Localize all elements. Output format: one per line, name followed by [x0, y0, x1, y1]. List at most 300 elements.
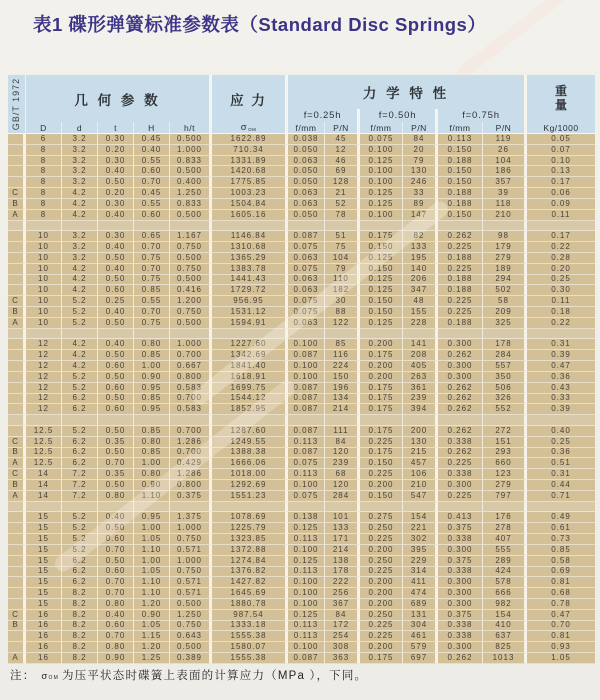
value-cell: 7.2 [62, 491, 98, 502]
value-cell: 294 [483, 275, 527, 286]
value-cell: 0.17 [527, 177, 595, 188]
value-cell: 289 [483, 556, 527, 567]
value-cell: 30 [325, 296, 360, 307]
table-row [8, 523, 595, 534]
value-cell: 0.80 [98, 599, 134, 610]
value-cell: 0.50 [98, 556, 134, 567]
value-cell: 84 [403, 134, 438, 145]
series-label-cell: C [8, 188, 26, 199]
value-cell: 0.95 [134, 383, 170, 394]
value-cell: 0.70 [134, 307, 170, 318]
value-cell [325, 221, 360, 232]
value-cell: 254 [325, 631, 360, 642]
value-cell: 85 [325, 339, 360, 350]
value-cell: 1.10 [134, 545, 170, 556]
col-header-t: t [98, 122, 134, 133]
value-cell: 0.50 [98, 523, 134, 534]
value-cell: 1.20 [134, 599, 170, 610]
value-cell: 0.175 [360, 231, 403, 242]
footnote-sigma-subscript: OM [48, 675, 59, 681]
value-cell: 10 [26, 264, 62, 275]
value-cell: 12 [26, 404, 62, 415]
value-cell: 0.200 [360, 339, 403, 350]
value-cell: 367 [325, 599, 360, 610]
value-cell: 0.125 [360, 156, 403, 167]
value-cell: 6.2 [62, 404, 98, 415]
value-cell: 0.81 [527, 631, 595, 642]
table-row [8, 588, 595, 599]
table-row [8, 199, 595, 210]
value-cell: 0.113 [288, 469, 325, 480]
value-cell: 78 [325, 210, 360, 221]
value-cell: 0.500 [170, 599, 212, 610]
value-cell: 0.063 [288, 285, 325, 296]
value-cell: 0.50 [98, 350, 134, 361]
value-cell: 1605.16 [212, 210, 288, 221]
value-cell: 0.300 [438, 599, 483, 610]
value-cell: 0.375 [438, 610, 483, 621]
value-cell: 0.40 [98, 264, 134, 275]
value-cell: 0.40 [98, 512, 134, 523]
value-cell: 0.087 [288, 394, 325, 405]
value-cell [134, 329, 170, 340]
table-row [8, 177, 595, 188]
value-cell: 1310.68 [212, 242, 288, 253]
value-cell: 272 [483, 426, 527, 437]
value-cell: 0.050 [288, 166, 325, 177]
value-cell: 0.150 [360, 296, 403, 307]
value-cell: 0.225 [360, 567, 403, 578]
value-cell: 0.150 [438, 145, 483, 156]
table-row [8, 653, 595, 664]
value-cell: 0.70 [134, 242, 170, 253]
standard-label [8, 75, 26, 133]
value-cell [403, 415, 438, 426]
series-label-cell [8, 221, 26, 232]
series-label-cell [8, 383, 26, 394]
value-cell: 14 [26, 480, 62, 491]
value-cell: 16 [26, 621, 62, 632]
value-cell: 0.643 [170, 631, 212, 642]
value-cell: 0.338 [438, 567, 483, 578]
weight-group-header [527, 75, 595, 122]
series-label-cell [8, 631, 26, 642]
value-cell: 0.51 [527, 458, 595, 469]
value-cell: 0.175 [360, 404, 403, 415]
value-cell: 6.2 [62, 448, 98, 459]
value-cell: 293 [483, 448, 527, 459]
series-label-cell [8, 145, 26, 156]
value-cell: 0.70 [134, 177, 170, 188]
value-cell: 1.167 [170, 231, 212, 242]
value-cell: 350 [483, 372, 527, 383]
value-cell: 52 [325, 199, 360, 210]
value-cell: 33 [403, 188, 438, 199]
table-row [8, 166, 595, 177]
value-cell: 8 [26, 177, 62, 188]
series-label-cell: A [8, 318, 26, 329]
value-cell: 1531.12 [212, 307, 288, 318]
series-label-cell [8, 642, 26, 653]
value-cell: 1504.84 [212, 199, 288, 210]
value-cell: 0.087 [288, 653, 325, 664]
col-header-D: D [26, 122, 62, 133]
value-cell: 0.063 [288, 318, 325, 329]
value-cell: 0.338 [438, 437, 483, 448]
value-cell: 0.150 [438, 177, 483, 188]
value-cell: 0.150 [438, 210, 483, 221]
value-cell: 0.40 [98, 166, 134, 177]
table-row [8, 599, 595, 610]
value-cell: 0.500 [170, 166, 212, 177]
series-label-cell: C [8, 296, 26, 307]
value-cell: 15 [26, 523, 62, 534]
table-row [8, 426, 595, 437]
value-cell [483, 221, 527, 232]
value-cell: 1594.91 [212, 318, 288, 329]
series-label-cell: C [8, 437, 26, 448]
value-cell: 3.2 [62, 134, 98, 145]
value-cell: 4.2 [62, 188, 98, 199]
value-cell: 0.050 [288, 177, 325, 188]
value-cell: 0.25 [98, 296, 134, 307]
value-cell: 0.47 [527, 610, 595, 621]
group-gap-row [8, 502, 595, 513]
value-cell: 0.375 [438, 523, 483, 534]
value-cell: 6 [26, 134, 62, 145]
value-cell: 15 [26, 577, 62, 588]
value-cell: 0.150 [438, 166, 483, 177]
value-cell: 5.2 [62, 512, 98, 523]
value-cell: 1.20 [134, 642, 170, 653]
value-cell [325, 415, 360, 426]
value-cell: 411 [403, 577, 438, 588]
value-cell: 0.300 [438, 372, 483, 383]
value-cell: 0.050 [288, 210, 325, 221]
series-label-cell [8, 285, 26, 296]
value-cell: 0.063 [288, 275, 325, 286]
value-cell: 0.60 [98, 285, 134, 296]
value-cell: 0.300 [438, 545, 483, 556]
value-cell: 8 [26, 166, 62, 177]
table-row [8, 285, 595, 296]
value-cell: 0.75 [134, 318, 170, 329]
value-cell: 0.11 [527, 210, 595, 221]
series-label-cell [8, 329, 26, 340]
value-cell: 0.225 [438, 307, 483, 318]
value-cell: 0.100 [360, 210, 403, 221]
mechanical-group-header: 力 学 特 性 [288, 75, 527, 109]
value-cell: 395 [403, 545, 438, 556]
footnote-text: 为压平状态时碟簧上表面的计算应力（MPa ），下同。 [61, 670, 368, 682]
footnote [10, 667, 367, 683]
value-cell: 461 [403, 631, 438, 642]
value-cell: 111 [325, 426, 360, 437]
value-cell: 14 [26, 491, 62, 502]
value-cell: 172 [325, 621, 360, 632]
value-cell: 186 [483, 166, 527, 177]
value-cell: 0.60 [98, 567, 134, 578]
value-cell: 12 [26, 339, 62, 350]
value-cell [360, 502, 403, 513]
value-cell: 0.60 [134, 210, 170, 221]
value-cell: 1.00 [134, 361, 170, 372]
col-header-pn-025: P/N [325, 122, 360, 133]
value-cell: 98 [483, 231, 527, 242]
value-cell: 284 [325, 491, 360, 502]
value-cell: 555 [483, 545, 527, 556]
table-row [8, 480, 595, 491]
value-cell: 0.500 [170, 318, 212, 329]
value-cell: 284 [483, 350, 527, 361]
value-cell: 3.2 [62, 242, 98, 253]
value-cell: 0.60 [98, 621, 134, 632]
value-cell: 0.225 [438, 242, 483, 253]
value-cell: 1003.23 [212, 188, 288, 199]
value-cell: 1852.95 [212, 404, 288, 415]
value-cell [438, 221, 483, 232]
value-cell: 0.40 [98, 610, 134, 621]
value-cell: 0.70 [527, 621, 595, 632]
value-cell: 239 [403, 394, 438, 405]
value-cell: 0.35 [98, 437, 134, 448]
series-label-cell [8, 545, 26, 556]
value-cell: 308 [325, 642, 360, 653]
value-cell: 1.250 [170, 610, 212, 621]
value-cell [170, 415, 212, 426]
value-cell: 0.35 [98, 469, 134, 480]
value-cell: 0.25 [527, 275, 595, 286]
value-cell: 278 [483, 523, 527, 534]
value-cell: 0.075 [288, 307, 325, 318]
value-cell: 0.50 [98, 372, 134, 383]
value-cell: 1.000 [170, 523, 212, 534]
value-cell: 6.2 [62, 437, 98, 448]
value-cell: 154 [403, 512, 438, 523]
value-cell: 637 [483, 631, 527, 642]
table-row [8, 253, 595, 264]
value-cell: 0.50 [98, 480, 134, 491]
value-cell: 5.2 [62, 307, 98, 318]
series-label-cell [8, 523, 26, 534]
standard-label-text: GB/T 1972 [11, 77, 22, 131]
value-cell: 0.262 [438, 448, 483, 459]
value-cell: 0.075 [288, 296, 325, 307]
value-cell: 0.55 [134, 156, 170, 167]
value-cell: 0.40 [98, 242, 134, 253]
value-cell: 84 [325, 610, 360, 621]
value-cell: 0.100 [288, 588, 325, 599]
value-cell: 195 [403, 253, 438, 264]
table-row [8, 491, 595, 502]
value-cell: 0.60 [98, 404, 134, 415]
value-cell: 224 [325, 361, 360, 372]
series-label-cell: B [8, 307, 26, 318]
value-cell: 5.2 [62, 372, 98, 383]
series-label-cell [8, 156, 26, 167]
value-cell: 15 [26, 534, 62, 545]
value-cell: 4.2 [62, 264, 98, 275]
value-cell: 0.375 [438, 556, 483, 567]
value-cell [98, 221, 134, 232]
value-cell: 0.667 [170, 361, 212, 372]
value-cell: 0.188 [438, 253, 483, 264]
value-cell [170, 329, 212, 340]
value-cell: 0.50 [98, 177, 134, 188]
col-header-sigma [212, 122, 288, 133]
value-cell: 15 [26, 588, 62, 599]
value-cell: 0.30 [98, 134, 134, 145]
value-cell: 15 [26, 512, 62, 523]
table-row [8, 296, 595, 307]
value-cell: 0.75 [134, 253, 170, 264]
value-cell: 8 [26, 199, 62, 210]
table-row [8, 512, 595, 523]
value-cell: 0.85 [134, 350, 170, 361]
value-cell: 208 [403, 350, 438, 361]
value-cell [288, 329, 325, 340]
value-cell: 210 [483, 210, 527, 221]
value-cell: 0.113 [288, 567, 325, 578]
value-cell: 325 [483, 318, 527, 329]
value-cell: 326 [483, 394, 527, 405]
value-cell: 12.5 [26, 437, 62, 448]
value-cell: 6.2 [62, 458, 98, 469]
value-cell: 16 [26, 631, 62, 642]
value-cell: 12.5 [26, 426, 62, 437]
value-cell [212, 502, 288, 513]
value-cell: 0.113 [288, 534, 325, 545]
value-cell: 3.2 [62, 253, 98, 264]
value-cell: 0.200 [360, 361, 403, 372]
value-cell: 8 [26, 156, 62, 167]
series-label-cell [8, 534, 26, 545]
value-cell: 0.07 [527, 145, 595, 156]
weight-char-1: 重 [554, 83, 567, 98]
value-cell: 229 [403, 556, 438, 567]
series-label-cell: A [8, 458, 26, 469]
value-cell: 0.500 [170, 642, 212, 653]
value-cell: 12 [26, 361, 62, 372]
value-cell: 0.262 [438, 426, 483, 437]
table-body [8, 134, 595, 664]
value-cell [212, 415, 288, 426]
table-row [8, 469, 595, 480]
value-cell: 1078.69 [212, 512, 288, 523]
series-label-cell [8, 567, 26, 578]
value-cell: 5.2 [62, 523, 98, 534]
value-cell: 0.750 [170, 307, 212, 318]
value-cell: 0.338 [438, 631, 483, 642]
value-cell: 0.80 [98, 642, 134, 653]
value-cell: 246 [403, 177, 438, 188]
value-cell: 8.2 [62, 599, 98, 610]
value-cell: 0.225 [360, 437, 403, 448]
value-cell: 0.70 [98, 577, 134, 588]
series-label-cell [8, 177, 26, 188]
value-cell: 0.300 [438, 361, 483, 372]
value-cell: 0.087 [288, 448, 325, 459]
value-cell: 1.25 [134, 653, 170, 664]
value-cell: 69 [325, 166, 360, 177]
value-cell: 130 [403, 166, 438, 177]
value-cell: 394 [403, 404, 438, 415]
value-cell: 0.80 [134, 437, 170, 448]
value-cell: 0.225 [360, 469, 403, 480]
value-cell: 0.225 [438, 296, 483, 307]
value-cell: 457 [403, 458, 438, 469]
value-cell [360, 415, 403, 426]
value-cell: 0.063 [288, 188, 325, 199]
value-cell: 5.2 [62, 296, 98, 307]
value-cell: 0.78 [527, 599, 595, 610]
table-row [8, 275, 595, 286]
value-cell: 0.262 [438, 394, 483, 405]
value-cell: 1333.18 [212, 621, 288, 632]
value-cell: 0.40 [98, 339, 134, 350]
col-header-H: H [134, 122, 170, 133]
value-cell: 210 [403, 480, 438, 491]
value-cell: 0.90 [134, 610, 170, 621]
value-cell: 128 [325, 177, 360, 188]
value-cell: 1.286 [170, 469, 212, 480]
value-cell: 8.2 [62, 653, 98, 664]
value-cell: 1.00 [134, 523, 170, 534]
value-cell: 0.30 [98, 199, 134, 210]
value-cell: 0.44 [527, 480, 595, 491]
value-cell [483, 415, 527, 426]
value-cell: 88 [325, 307, 360, 318]
value-cell: 0.125 [360, 253, 403, 264]
value-cell: 10 [26, 285, 62, 296]
value-cell: 10 [26, 231, 62, 242]
value-cell: 0.571 [170, 577, 212, 588]
value-cell: 110 [325, 275, 360, 286]
value-cell: 0.18 [527, 307, 595, 318]
value-cell: 228 [403, 318, 438, 329]
value-cell: 0.175 [360, 383, 403, 394]
value-cell: 1.250 [170, 188, 212, 199]
table-row [8, 610, 595, 621]
value-cell: 0.200 [360, 480, 403, 491]
value-cell: 0.36 [527, 372, 595, 383]
value-cell: 0.087 [288, 350, 325, 361]
value-cell: 3.2 [62, 145, 98, 156]
series-label-cell [8, 394, 26, 405]
value-cell: 118 [483, 199, 527, 210]
value-cell: 0.95 [134, 404, 170, 415]
value-cell: 0.10 [527, 156, 595, 167]
value-cell: 0.700 [170, 426, 212, 437]
value-cell: 0.45 [134, 134, 170, 145]
value-cell: 119 [483, 134, 527, 145]
value-cell: 697 [403, 653, 438, 664]
table-row [8, 231, 595, 242]
series-label-cell [8, 372, 26, 383]
value-cell: 0.700 [170, 350, 212, 361]
value-cell: 0.85 [134, 285, 170, 296]
value-cell: 474 [403, 588, 438, 599]
value-cell: 0.750 [170, 567, 212, 578]
value-cell: 0.050 [288, 145, 325, 156]
table-row [8, 307, 595, 318]
value-cell: 3.2 [62, 166, 98, 177]
value-cell: 0.70 [98, 458, 134, 469]
value-cell: 0.100 [360, 166, 403, 177]
value-cell: 0.100 [360, 145, 403, 156]
table-row [8, 567, 595, 578]
value-cell [98, 329, 134, 340]
